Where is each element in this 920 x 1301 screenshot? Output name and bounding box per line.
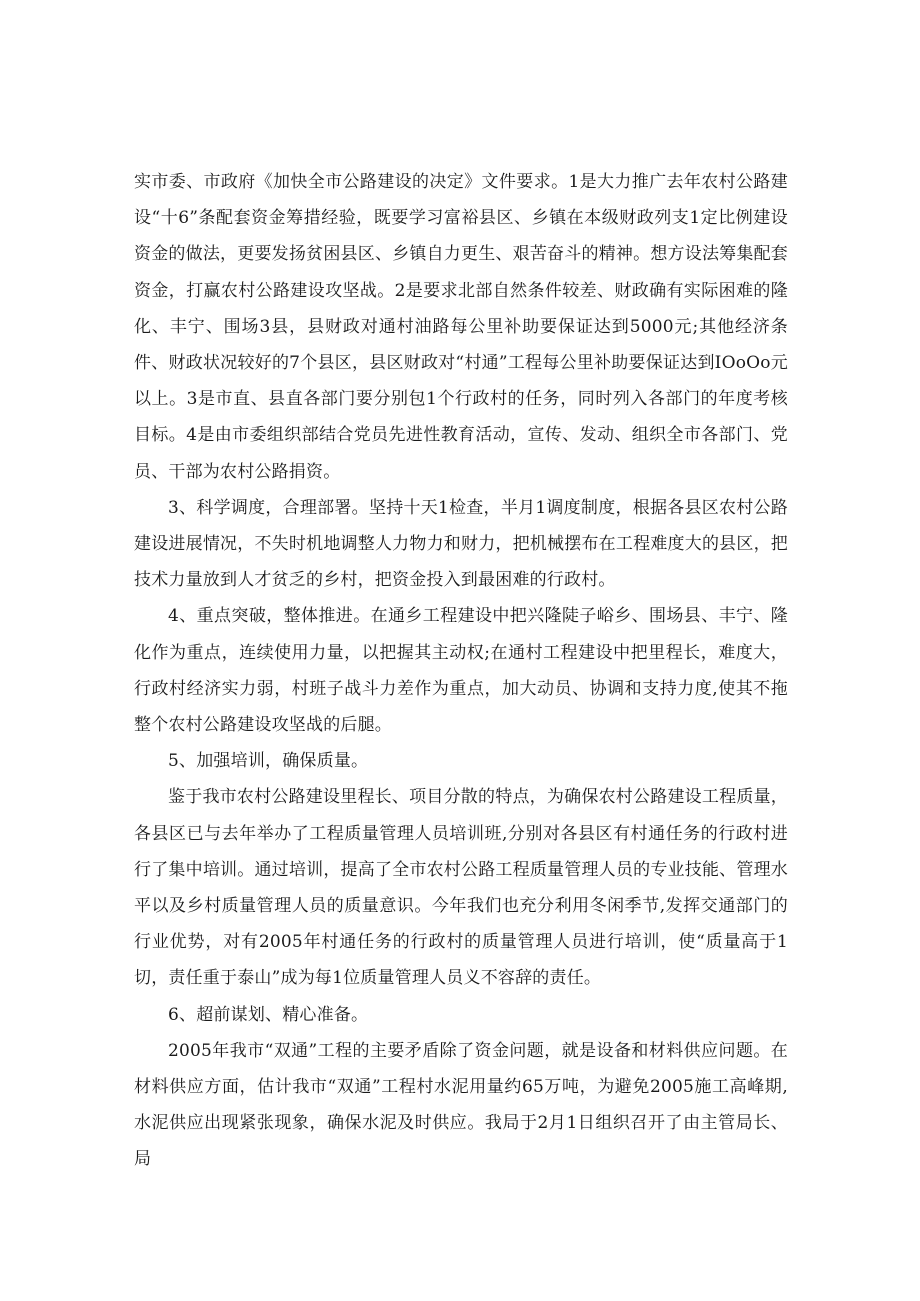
- paragraph-key-breakthrough: 4、重点突破，整体推进。在通乡工程建设中把兴隆陡子峪乡、围场县、丰宁、隆化作为重点，连续使用力量，以把握其主动权;在通村工程建设中把里程长，难度大，行政村经济实力弱，村班子战斗力差作为重点，加大动员、协调和支持力度,使其不拖整个农村公路建设攻坚战的后腿。: [134, 606, 788, 736]
- paragraph-training-body: 鉴于我市农村公路建设里程长、项目分散的特点，为确保农村公路建设工程质量，各县区已与去年举办了工程质量管理人员培训班,分别对各县区有村通任务的行政村进行了集中培训。通过培训，提高了全市农村公路工程质量管理人员的专业技能、管理水平以及乡村质量管理人员的质量意识。今年我们也充分利用冬闲季节,发挥交通部门的行业优势，对有2005年村通任务的行政村的质量管理人员进行培训，使“质量高于1切，责任重于泰山”成为每1位质量管理人员义不容辞的责任。: [134, 787, 788, 989]
- paragraph-training-heading: 5、加强培训，确保质量。: [168, 751, 369, 772]
- paragraph-preparation-heading: 6、超前谋划、精心准备。: [168, 1004, 369, 1025]
- document-body: [134, 164, 788, 1178]
- paragraph-funding-requirements: 实市委、市政府《加快全市公路建设的决定》文件要求。1是大力推广去年农村公路建设“十6”条配套资金筹措经验，既要学习富裕县区、乡镇在本级财政列支1定比例建设资金的做法，更要发扬贫困县区、乡镇自力更生、艰苦奋斗的精神。想方设法筹集配套资金，打赢农村公路建设攻坚战。2是要求北部自然条件较差、财政确有实际困难的隆化、丰宁、围场3县，县财政对通村油路每公里补助要保证达到5000元;其他经济条件、财政状况较好的7个县区，县区财政对“村通”工程每公里补助要保证达到IOoOo元以上。3是市直、县直各部门要分别包1个行政村的任务，同时列入各部门的年度考核目标。4是由市委组织部结合党员先进性教育活动，宣传、发动、组织全市各部门、党员、干部为农村公路捐资。: [134, 172, 788, 482]
- paragraph-preparation-body: 2005年我市“双通”工程的主要矛盾除了资金问题，就是设备和材料供应问题。在材料供应方面，估计我市“双通”工程村水泥用量约65万吨，为避免2005施工高峰期,水泥供应出现紧张现象，确保水泥及时供应。我局于2月1日组织召开了由主管局长、局: [134, 1040, 788, 1170]
- paragraph-scheduling: 3、科学调度，合理部署。坚持十天1检查，半月1调度制度，根据各县区农村公路建设进展情况，不失时机地调整人力物力和财力，把机械摆布在工程难度大的县区，把技术力量放到人才贫乏的乡村，把资金投入到最困难的行政村。: [134, 497, 788, 591]
